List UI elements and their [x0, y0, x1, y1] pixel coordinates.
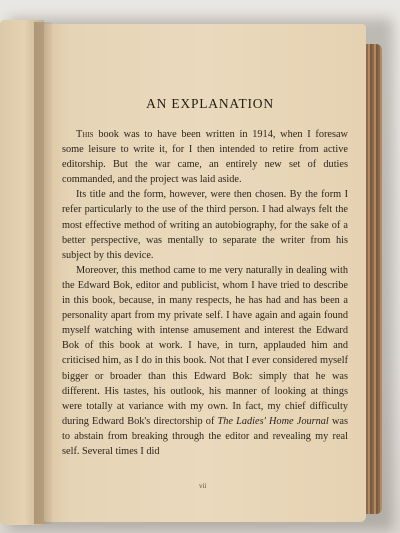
page-number: vii [199, 482, 207, 490]
drop-word: This [76, 129, 94, 140]
page-heading: AN EXPLANATION [146, 96, 274, 111]
paragraph-1-text: book was to have been written in 1914, when I foresaw some leisure to write it, for I then intended to retire from active editorship. But the war came, an entirely new set of duties commanded, and the project was laid aside. [62, 129, 348, 186]
paragraph-3 [62, 263, 348, 459]
paragraph-3-text-b: was to abstain from breaking through the editor and revealing my real self. Several times I did [62, 415, 348, 457]
journal-title: The Ladies' Home Journal [217, 415, 329, 427]
paragraph-3-text-a: Moreover, this method came to me very naturally in dealing with the Edward Bok, editor and publicist, whom I have tried to describe in this book, because, in many respects, he has had and has been a personality apart from my private self. I have again and again found myself watching with intense amusement and interest the Edward Bok of this book at work. I have, in turn, applauded him and criticised him, as I do in this book. Not that I ever considered myself bigger or broader than this Edward Bok: simply that he was different. His tastes, his outlook, his manner of looking at things were totally at variance with my own. In fact, my chief difficulty during Edward Bok's directorship of [62, 264, 348, 427]
page-text-block [62, 96, 348, 459]
paragraph-1 [62, 127, 348, 187]
paragraph-2: Its title and the form, however, were then chosen. By the form I refer particularly to the use of the third person. I had always felt the most effective method of writing an autobiography, for the sake of a better perspective, was mentally to separate the writer from his subject by this device. [62, 189, 348, 261]
book-gutter [34, 22, 52, 524]
